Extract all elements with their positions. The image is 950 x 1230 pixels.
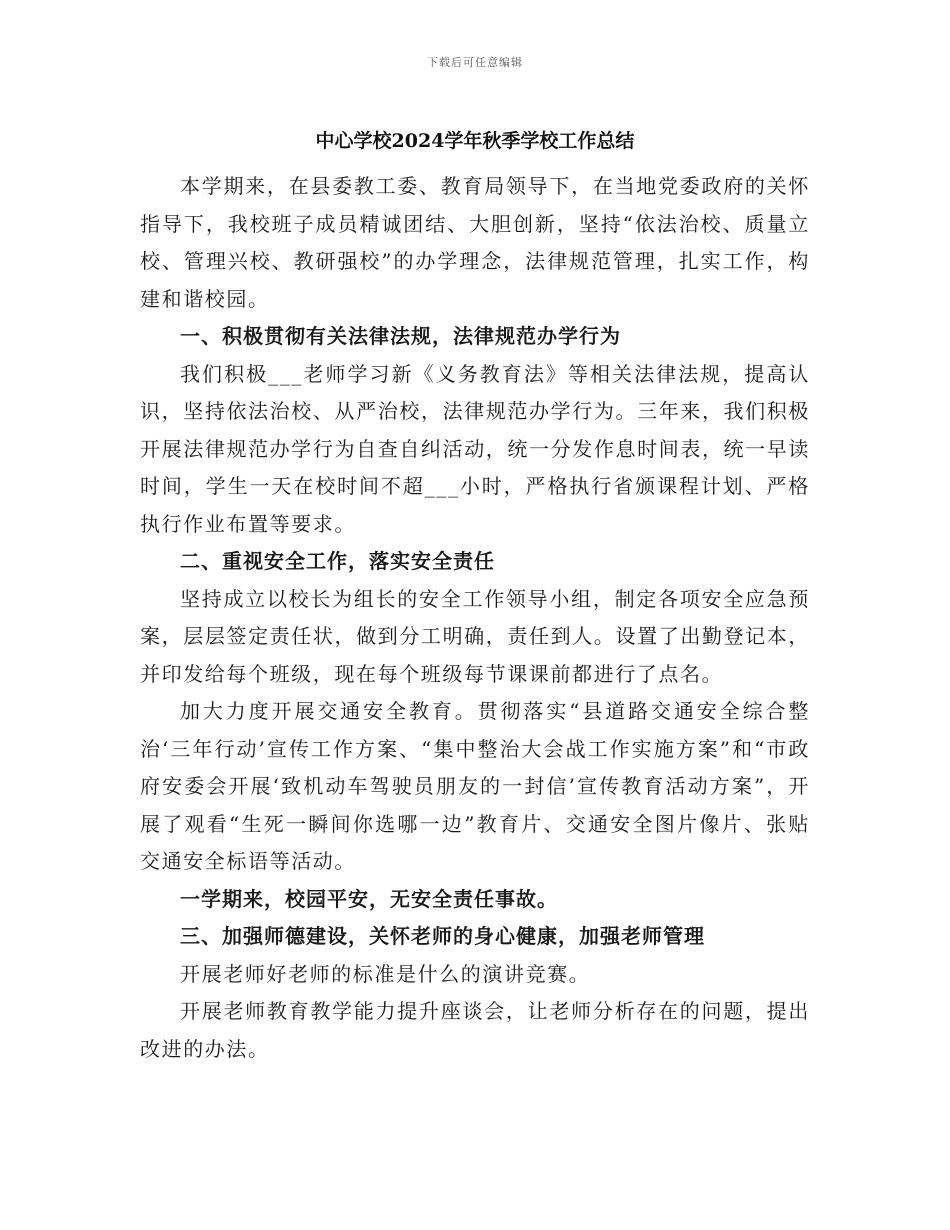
section-heading-2: 二、重视安全工作，落实安全责任 [180,549,495,573]
header-note: 下载后可任意编辑 [427,56,523,69]
body-paragraph: 开展老师教育教学能力提升座谈会，让老师分析存在的问题，提出改进的办法。 [140,999,810,1061]
body-paragraph: 开展老师好老师的标准是什么的演讲竞赛。 [180,961,591,986]
section-heading-1: 一、积极贯彻有关法律法规，法律规范办学行为 [180,324,621,348]
document-body [140,168,810,1068]
section-heading-3: 三、加强师德建设，关怀老师的身心健康，加强老师管理 [180,924,705,948]
summary-statement: 一学期来，校园平安，无安全责任事故。 [180,886,558,911]
body-paragraph: 坚持成立以校长为组长的安全工作领导小组，制定各项安全应急预案，层层签定责任状，做到分工明确，责任到人。设置了出勤登记本，并印发给每个班级，现在每个班级每节课课前都进行了点名。 [140,586,810,686]
intro-paragraph: 本学期来，在县委教工委、教育局领导下，在当地党委政府的关怀指导下，我校班子成员精诚团结、大胆创新，坚持“依法治校、质量立校、管理兴校、教研强校”的办学理念，法律规范管理，扎实工作，构建和谐校园。 [140,174,810,311]
document-title: 中心学校2024学年秋季学校工作总结 [315,130,635,152]
body-paragraph: 加大力度开展交通安全教育。贯彻落实“县道路交通安全综合整治‘三年行动’宣传工作方案、“集中整治大会战工作实施方案”和“市政府安委会开展‘致机动车驾驶员朋友的一封信’宣传教育活动方案”，开展了观看“生死一瞬间你选哪一边”教育片、交通安全图片像片、张贴交通安全标语等活动。 [140,699,810,873]
body-paragraph: 我们积极___老师学习新《义务教育法》等相关法律法规，提高认识，坚持依法治校、从严治校，法律规范办学行为。三年来，我们积极开展法律规范办学行为自查自纠活动，统一分发作息时间表，统一早读时间，学生一天在校时间不超___小时，严格执行省颁课程计划、严格执行作业布置等要求。 [140,361,810,536]
